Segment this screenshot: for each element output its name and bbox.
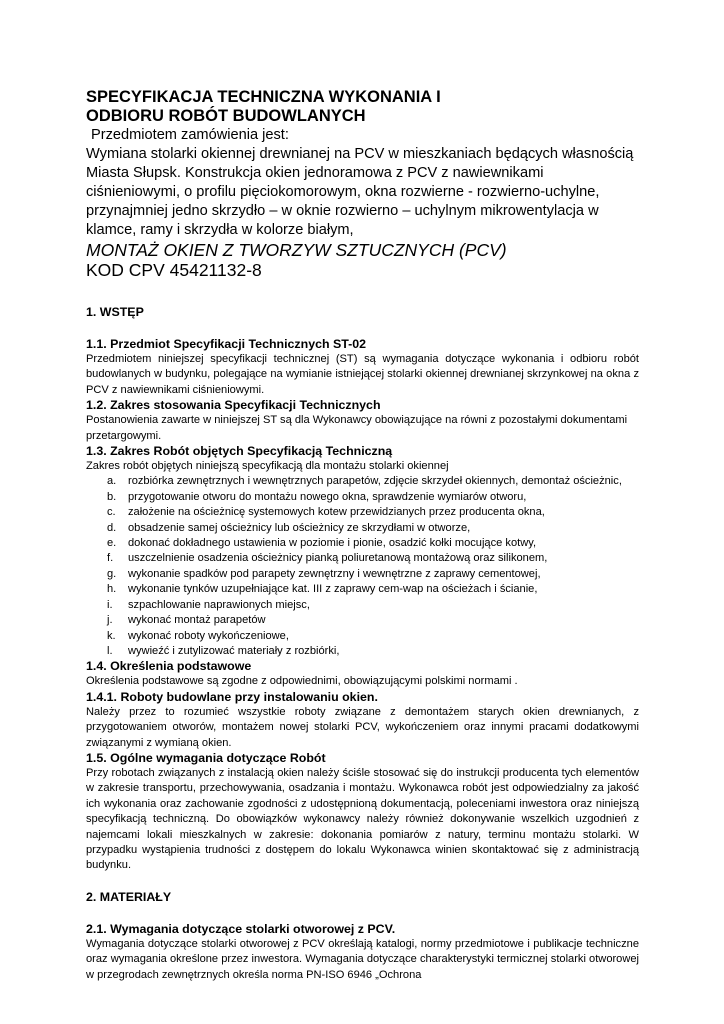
list-marker: g. — [107, 567, 117, 580]
list-marker: a. — [107, 475, 117, 488]
list-marker: i. — [107, 598, 113, 611]
intro-text: Wymiana stolarki okiennej drewnianej na PCV w mieszkaniach będących własnością Miasta Słupsk. Konstrukcja okien jednoramowa z PCV z nawiewnikami ciśnieniowymi, o profilu pięciokomorowym, okna rozwierne - rozwierno-uchylne, przynajmniej jedno skrzydło – w oknie rozwierno – uchylnym mikrowentylacja w klamce, ramy i skrzydła w kolorze białym, — [86, 146, 634, 238]
list-item — [86, 582, 639, 597]
list-marker: f. — [107, 552, 114, 565]
list-marker: l. — [107, 644, 113, 657]
section-1-heading: 1. WSTĘP — [86, 305, 144, 319]
list-item — [86, 536, 639, 551]
list-item-text: założenie na ościeżnicę systemowych kotew przewidzianych przez producenta okna, — [128, 506, 545, 519]
list-item — [86, 490, 639, 505]
document-title-line2: ODBIORU ROBÓT BUDOWLANYCH — [86, 107, 366, 125]
intro-label: Przedmiotem zamówienia jest: — [91, 127, 289, 143]
list-item-text: dokonać dokładnego ustawienia w poziomie i pionie, osadzić kołki mocujące kotwy, — [128, 537, 537, 550]
list-item — [86, 505, 639, 520]
list-marker: c. — [107, 506, 116, 519]
list-marker: e. — [107, 537, 117, 550]
section-2-1-heading: 2.1. Wymagania dotyczące stolarki otworowej z PCV. — [86, 921, 396, 936]
document-subtitle: MONTAŻ OKIEN Z TWORZYW SZTUCZNYCH (PCV) — [86, 240, 507, 260]
list-marker: h. — [107, 583, 117, 596]
list-item — [86, 613, 639, 628]
section-2-1-text: Wymagania dotyczące stolarki otworowej z PCV określają katalogi, normy przedmiotowe i publikacje techniczne oraz wymagania określone przez inwestora. Wymagania dotyczące charakterystyki termicznej stolarki otworowej w przegrodach zewnętrznych określa norma PN-ISO 6946 „Ochrona — [86, 937, 639, 981]
section-1-3-heading: 1.3. Zakres Robót objętych Specyfikacją Techniczną — [86, 444, 393, 459]
list-item — [86, 567, 639, 582]
list-item — [86, 551, 639, 566]
list-item-text: wykonanie spadków pod parapety zewnętrzny i wewnętrzne z zaprawy cementowej, — [128, 567, 541, 580]
intro-block — [86, 126, 639, 240]
list-item — [86, 629, 639, 644]
list-item — [86, 598, 639, 613]
list-item-text: przygotowanie otworu do montażu nowego okna, sprawdzenie wymiarów otworu, — [128, 490, 527, 503]
scope-list — [86, 474, 639, 659]
list-item-text: wywieźć i zutylizować materiały z rozbiórki, — [128, 644, 340, 657]
list-item-text: wykonanie tynków uzupełniające kat. III z zaprawy cem-wap na ościeżach i ścianie, — [128, 583, 538, 596]
document-title-line1: SPECYFIKACJA TECHNICZNA WYKONANIA I — [86, 88, 441, 106]
section-1-4-1-heading: 1.4.1. Roboty budowlane przy instalowaniu okien. — [86, 689, 378, 704]
section-1-4-text: Określenia podstawowe są zgodne z odpowiednimi, obowiązującymi polskimi normami . — [86, 675, 518, 688]
list-item — [86, 521, 639, 536]
list-item-text: rozbiórka zewnętrznych i wewnętrznych parapetów, zdjęcie skrzydeł okiennych, demontaż ościeżnic, — [128, 475, 622, 488]
section-1-4-1-text: Należy przez to rozumieć wszystkie roboty związane z demontażem starych okien drewnianych, z przygotowaniem otworów, montażem nowej stolarki PCV, wykończeniem oraz innymi pracami dodatkowymi związanymi z wymianą okien. — [86, 705, 639, 749]
document-page — [86, 88, 639, 983]
cpv-code: KOD CPV 45421132-8 — [86, 260, 262, 280]
list-item-text: uszczelnienie osadzenia ościeżnicy pianką poliuretanową montażową oraz silikonem, — [128, 552, 548, 565]
list-item-text: wykonać montaż parapetów — [128, 614, 266, 627]
list-item-text: szpachlowanie naprawionych miejsc, — [128, 598, 310, 611]
section-1-1-text: Przedmiotem niniejszej specyfikacji technicznej (ST) są wymagania dotyczące wykonania i odbioru robót budowlanych w budynku, polegające na wymianie istniejącej stolarki okiennej drewnianej skrzynkowej na okna z PCV z nawiewnikami ciśnieniowymi. — [86, 353, 639, 396]
list-marker: d. — [107, 521, 117, 534]
section-1-2-text: Postanowienia zawarte w niniejszej ST są dla Wykonawcy obowiązujące na równi z pozostałymi dokumentami przetargowymi. — [86, 414, 628, 442]
list-item-text: obsadzenie samej ościeżnicy lub ościeżnicy ze skrzydłami w otworze, — [128, 521, 471, 534]
section-1-5-text: Przy robotach związanych z instalacją okien należy ściśle stosować się do instrukcji producenta tych elementów w zakresie transportu, przechowywania, osadzania i montażu. Wykonawca robót jest odpowiedzialny za jakość ich wykonania oraz zachowanie zgodności z udostępnioną dokumentacją, poleceniami inwestora oraz niniejszą specyfikacją techniczną. Do obowiązków wykonawcy należy również dokonywanie wszelkich uzgodnień z najemcami lokali mieszkalnych w zakresie: dokonania pomiarów z natury, terminu montażu stolarki. W przypadku wystąpienia trudności z dostępem do lokalu Wykonawca winien skontaktować się z administracją budynku. — [86, 766, 639, 872]
section-2-heading: 2. MATERIAŁY — [86, 889, 172, 904]
list-marker: k. — [107, 629, 116, 642]
section-1-5-heading: 1.5. Ogólne wymagania dotyczące Robót — [86, 750, 326, 765]
list-marker: b. — [107, 490, 117, 503]
section-1-3-text: Zakres robót objętych niniejszą specyfikacją dla montażu stolarki okiennej — [86, 460, 449, 473]
section-1-1-heading: 1.1. Przedmiot Specyfikacji Technicznych ST-02 — [86, 337, 367, 351]
section-1-2-heading: 1.2. Zakres stosowania Specyfikacji Technicznych — [86, 398, 381, 413]
section-1-4-heading: 1.4. Określenia podstawowe — [86, 659, 252, 674]
list-item — [86, 474, 639, 489]
list-item — [86, 644, 639, 659]
list-marker: j. — [107, 614, 113, 627]
list-item-text: wykonać roboty wykończeniowe, — [128, 629, 289, 642]
